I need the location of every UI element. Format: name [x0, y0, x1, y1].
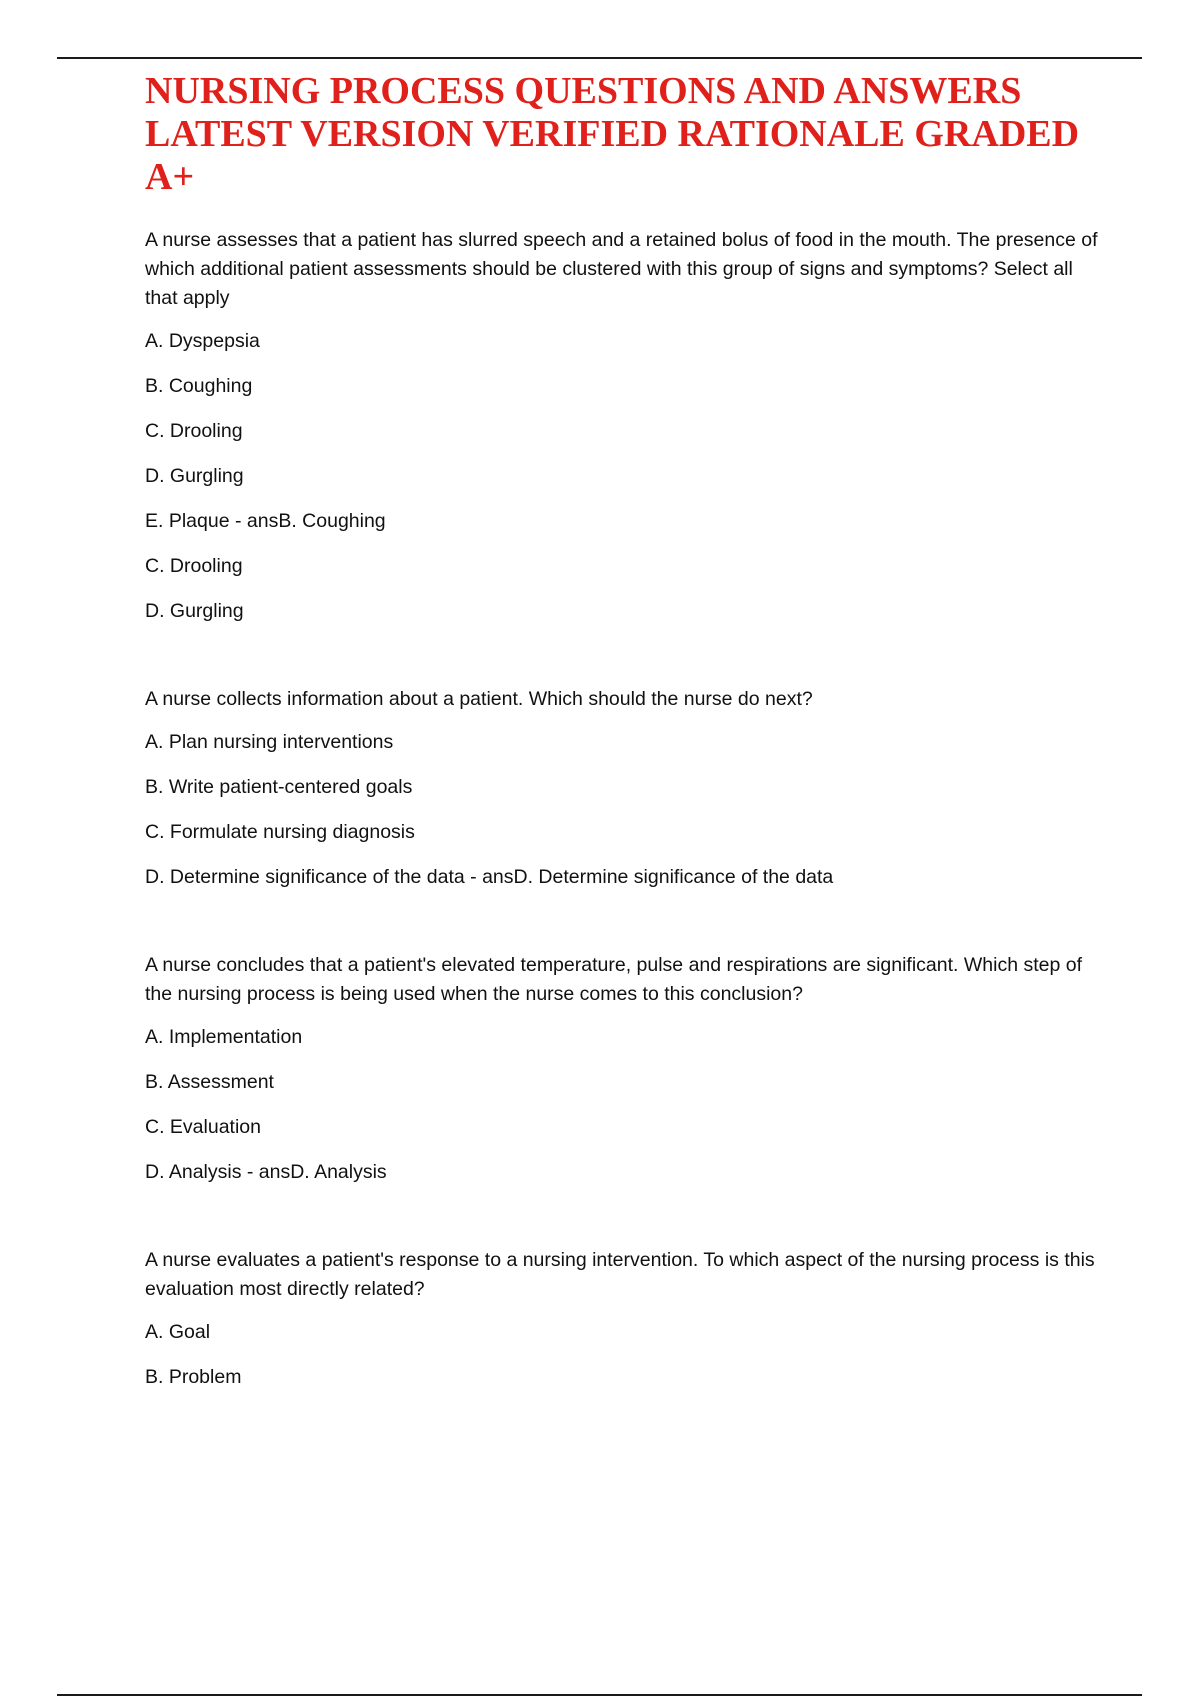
- answer-option: B. Coughing: [145, 375, 253, 397]
- question-1: [145, 226, 1100, 626]
- answer-option: C. Evaluation: [145, 1116, 261, 1138]
- bottom-rule: [57, 1694, 1142, 1696]
- question-2: [145, 685, 1100, 892]
- question-spacer: [145, 1203, 1100, 1246]
- question-text: A nurse concludes that a patient's elevated temperature, pulse and respirations are significant. Which step of the nursing process is being used when the nurse comes to this conclusion?: [145, 954, 1083, 1005]
- answer-option: B. Write patient-centered goals: [145, 776, 413, 798]
- answer-option: C. Drooling: [145, 420, 243, 442]
- answer-option: C. Drooling: [145, 555, 243, 577]
- top-rule: [57, 57, 1142, 59]
- question-3: [145, 951, 1100, 1187]
- answer-option: A. Goal: [145, 1321, 211, 1343]
- answer-option: C. Formulate nursing diagnosis: [145, 821, 415, 843]
- answer-option: D. Determine significance of the data - ansD. Determine significance of the data: [145, 866, 834, 888]
- answer-option: B. Problem: [145, 1366, 242, 1388]
- answer-option: D. Gurgling: [145, 600, 244, 622]
- answer-option: A. Dyspepsia: [145, 330, 260, 352]
- question-text: A nurse assesses that a patient has slurred speech and a retained bolus of food in the mouth. The presence of which additional patient assessments should be clustered with this group of signs and symptoms? Select all that apply: [145, 229, 1098, 309]
- answer-option: D. Analysis - ansD. Analysis: [145, 1161, 387, 1183]
- answer-option: A. Implementation: [145, 1026, 303, 1048]
- question-text: A nurse collects information about a patient. Which should the nurse do next?: [145, 688, 813, 710]
- question-4: [145, 1246, 1100, 1392]
- document-title: NURSING PROCESS QUESTIONS AND ANSWERS LATEST VERSION VERIFIED RATIONALE GRADED A+: [145, 70, 1080, 198]
- document-body: [145, 70, 1100, 1408]
- answer-option: B. Assessment: [145, 1071, 274, 1093]
- answer-option: D. Gurgling: [145, 465, 244, 487]
- answer-option: E. Plaque - ansB. Coughing: [145, 510, 386, 532]
- question-spacer: [145, 908, 1100, 951]
- question-text: A nurse evaluates a patient's response to a nursing intervention. To which aspect of the nursing process is this evaluation most directly related?: [145, 1249, 1095, 1300]
- answer-option: A. Plan nursing interventions: [145, 731, 394, 753]
- question-spacer: [145, 642, 1100, 685]
